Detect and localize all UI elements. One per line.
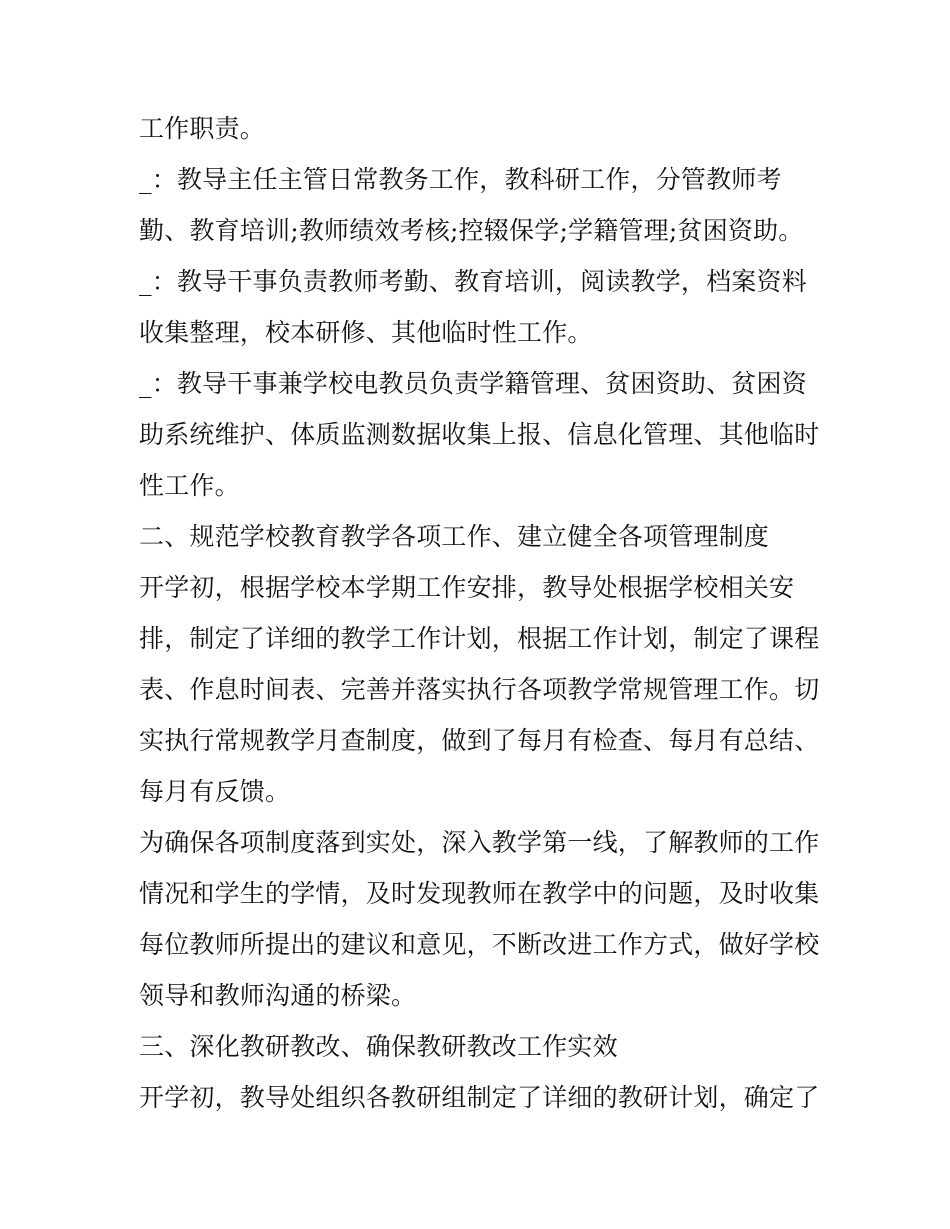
text-line-para1-5: 每月有反馈。 <box>139 777 291 806</box>
text-line-para1-2: 排，制定了详细的教学工作计划，根据工作计划，制定了课程 <box>139 624 820 653</box>
text-line-av-officer-duties-cont: 助系统维护、体质监测数据收集上报、信息化管理、其他临时 <box>139 420 820 449</box>
text-line-para2-3: 每位教师所提出的建议和意见，不断改进工作方式，做好学校 <box>139 930 820 959</box>
text-line-av-officer-duties-end: 性工作。 <box>139 471 240 500</box>
text-line-director-duties-cont: 勤、教育培训;教师绩效考核;控辍保学;学籍管理;贫困资助。 <box>139 216 804 245</box>
section-heading-two: 二、规范学校教育教学各项工作、建立健全各项管理制度 <box>139 522 770 551</box>
text-line-av-officer-duties: _：教导干事兼学校电教员负责学籍管理、贫困资助、贫困资 <box>139 369 807 398</box>
text-line-officer-duties: _：教导干事负责教师考勤、教育培训，阅读教学，档案资料 <box>139 267 807 296</box>
text-line-para2-1: 为确保各项制度落到实处，深入教学第一线，了解教师的工作 <box>139 828 820 857</box>
text-line-para2-2: 情况和学生的学情，及时发现教师在教学中的问题，及时收集 <box>139 879 820 908</box>
text-line-para1-1: 开学初，根据学校本学期工作安排，教导处根据学校相关安 <box>139 573 795 602</box>
text-line-para1-3: 表、作息时间表、完善并落实执行各项教学常规管理工作。切 <box>139 675 820 704</box>
section-heading-three: 三、深化教研教改、确保教研教改工作实效 <box>139 1032 618 1061</box>
text-line-duties-heading: 工作职责。 <box>139 114 266 143</box>
text-line-para1-4: 实执行常规教学月查制度，做到了每月有检查、每月有总结、 <box>139 726 820 755</box>
text-line-officer-duties-cont: 收集整理，校本研修、其他临时性工作。 <box>139 318 593 347</box>
text-line-director-duties: _：教导主任主管日常教务工作，教科研工作，分管教师考 <box>139 165 782 194</box>
text-line-para2-4: 领导和教师沟通的桥梁。 <box>139 981 417 1010</box>
text-line-para3-1: 开学初，教导处组织各教研组制定了详细的教研计划，确定了 <box>139 1083 820 1112</box>
